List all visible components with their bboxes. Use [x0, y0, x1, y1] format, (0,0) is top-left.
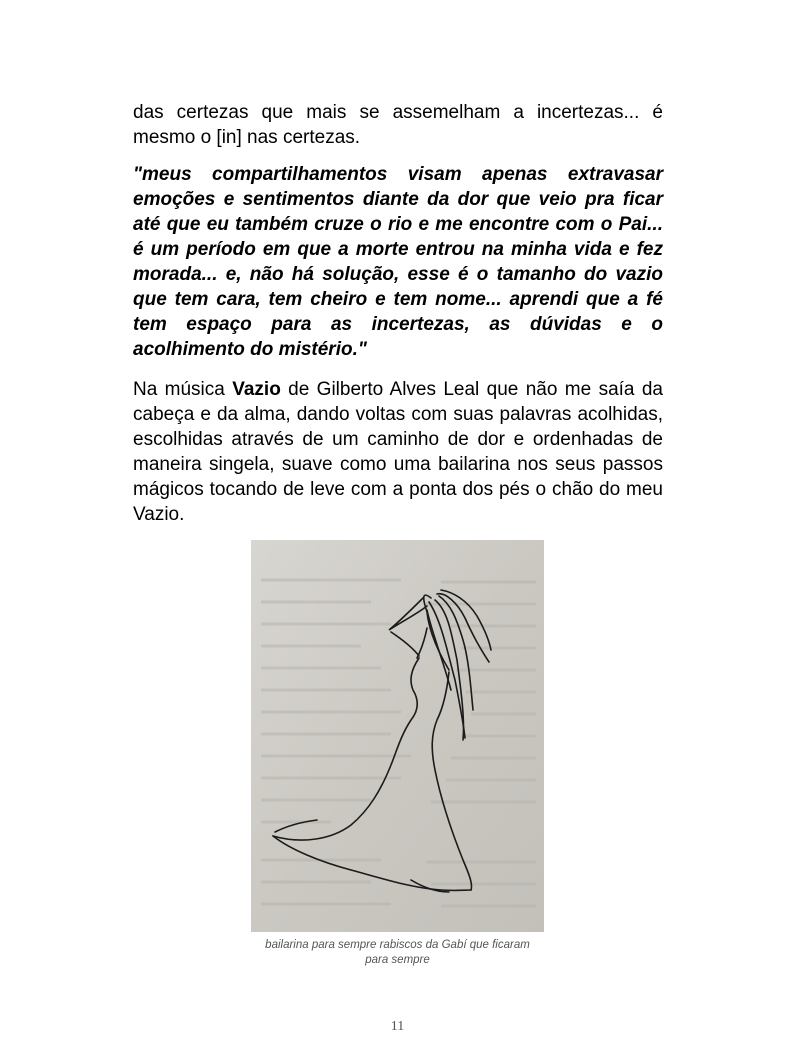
figure-caption-line-2: para sempre	[365, 954, 430, 966]
paragraph-music-start: Na música	[133, 379, 233, 400]
paragraph-music	[133, 377, 663, 527]
ballerina-sketch-image	[251, 540, 544, 932]
song-title: Vazio	[232, 379, 281, 400]
paragraph-intro: das certezas que mais se assemelham a incertezas... é mesmo o [in] nas certezas.	[133, 102, 663, 148]
figure-caption	[240, 938, 555, 968]
paragraph-music-rest: de Gilberto Alves Leal que não me saía da cabeça e da alma, dando voltas com suas palavras acolhidas, escolhidas através de um caminho de dor e ordenhadas de maneira singela, suave como uma bailarina nos seus passos mágicos tocando de leve com a ponta dos pés o chão do meu Vazio.	[133, 379, 663, 525]
quote-paragraph: "meus compartilhamentos visam apenas extravasar emoções e sentimentos diante da dor que veio pra ficar até que eu também cruze o rio e me encontre com o Pai... é um período em que a morte entrou na minha vida e fez morada... e, não há solução, esse é o tamanho do vazio que tem cara, tem cheiro e tem nome... aprendi que a fé tem espaço para as incertezas, as dúvidas e o acolhimento do mistério."	[133, 164, 663, 360]
figure-caption-line-1: bailarina para sempre rabiscos da Gabí que ficaram	[265, 939, 530, 951]
ballerina-sketch-drawing	[251, 540, 544, 932]
page-number: 11	[390, 1019, 405, 1034]
